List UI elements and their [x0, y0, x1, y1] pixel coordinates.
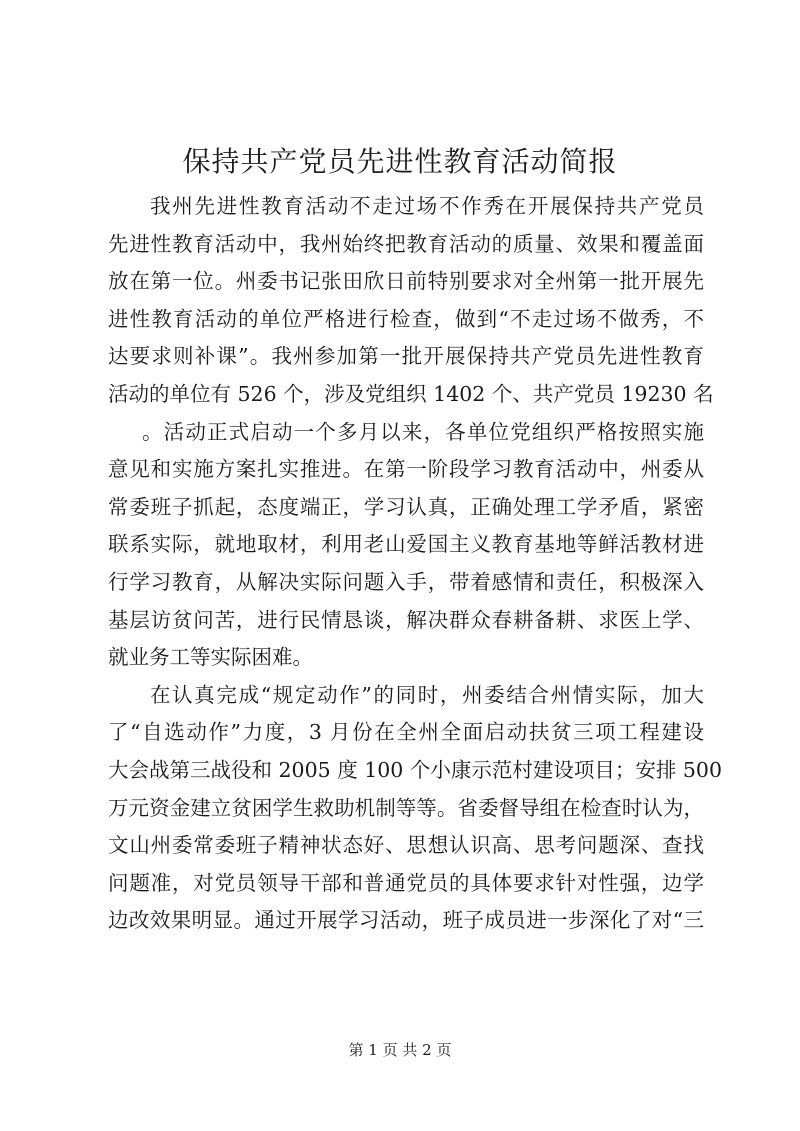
body-line: 常委班子抓起，态度端正，学习认真，正确处理工学矛盾，紧密 — [108, 494, 704, 519]
body-line: 进性教育活动的单位严格进行检查，做到“不走过场不做秀，不 — [108, 306, 704, 331]
body-line: 放在第一位。州委书记张田欣日前特别要求对全州第一批开展先 — [108, 269, 704, 294]
body-line: 活动的单位有 526 个，涉及党组织 1402 个、共产党员 19230 名 — [108, 381, 714, 406]
body-line: 大会战第三战役和 2005 度 100 个小康示范村建设项目；安排 500 — [108, 757, 723, 782]
body-line: 问题准，对党员领导干部和普通党员的具体要求针对性强，边学 — [108, 870, 704, 895]
document-title: 保持共产党员先进性教育活动简报 — [182, 145, 618, 178]
body-line: 就业务工等实际困难。 — [108, 645, 313, 670]
body-line: 文山州委常委班子精神状态好、思想认识高、思考问题深、查找 — [108, 833, 704, 858]
body-line: 意见和实施方案扎实推进。在第一阶段学习教育活动中，州委从 — [108, 457, 704, 482]
body-line: 联系实际，就地取材，利用老山爱国主义教育基地等鲜活教材进 — [108, 532, 704, 557]
body-line: 了“自选动作”力度，3 月份在全州全面启动扶贫三项工程建设 — [108, 720, 704, 745]
body-line: 达要求则补课”。我州参加第一批开展保持共产党员先进性教育 — [108, 344, 704, 369]
body-line: 行学习教育，从解决实际问题入手，带着感情和责任，积极深入 — [108, 569, 704, 594]
document-body — [108, 188, 723, 940]
page-footer: 第 1 页 共 2 页 — [348, 1041, 452, 1059]
body-line: 基层访贫问苦，进行民情恳谈，解决群众春耕备耕、求医上学、 — [108, 607, 704, 632]
body-line: 先进性教育活动中，我州始终把教育活动的质量、效果和覆盖面 — [108, 231, 704, 256]
body-line: 边改效果明显。通过开展学习活动，班子成员进一步深化了对“三 — [108, 908, 704, 933]
body-line: 在认真完成“规定动作”的同时，州委结合州情实际，加大 — [150, 682, 704, 707]
body-line: 我州先进性教育活动不走过场不作秀在开展保持共产党员 — [150, 194, 704, 218]
body-line: 万元资金建立贫困学生救助机制等等。省委督导组在检查时认为， — [108, 795, 704, 820]
body-line: 。活动正式启动一个多月以来，各单位党组织严格按照实施 — [142, 419, 704, 444]
